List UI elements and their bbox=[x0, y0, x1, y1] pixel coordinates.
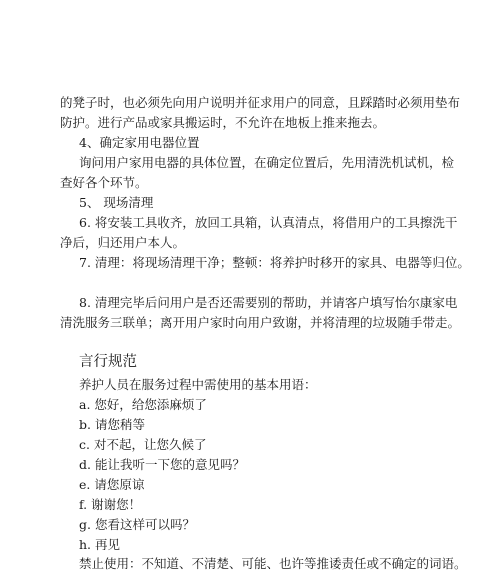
phrase-item: h. 再见 bbox=[79, 537, 120, 552]
step-5-title: 5、 现场清理 bbox=[79, 195, 154, 210]
paragraph-line: 清洗服务三联单；离开用户家时向用户致谢，并将清理的垃圾随手带走。 bbox=[60, 315, 461, 330]
paragraph-line: 6. 将安装工具收齐，放回工具箱，认真清点，将借用户的工具擦洗干 bbox=[79, 215, 458, 230]
phrase-item: e. 请您原谅 bbox=[79, 477, 145, 492]
phrase-item: a. 您好，给您添麻烦了 bbox=[79, 397, 207, 412]
step-4-title: 4、确定家用电器位置 bbox=[79, 135, 200, 150]
phrase-item: b. 请您稍等 bbox=[79, 417, 145, 432]
paragraph-line: 的凳子时，也必须先向用户说明并征求用户的同意，且踩踏时必须用垫布 bbox=[60, 95, 461, 110]
phrase-item: c. 对不起，让您久候了 bbox=[79, 437, 207, 452]
section-intro: 养护人员在服务过程中需使用的基本用语： bbox=[79, 377, 317, 392]
phrase-item: g. 您看这样可以吗？ bbox=[79, 517, 195, 532]
paragraph-line: 询问用户家用电器的具体位置，在确定位置后，先用清洗机试机，检 bbox=[79, 155, 455, 170]
paragraph-line: 7. 清理：将现场清理干净；整顿：将养护时移开的家具、电器等归位。 bbox=[79, 255, 470, 270]
forbidden-words-note: 禁止使用：不知道、不清楚、可能、也许等推诿责任或不确定的词语。 bbox=[79, 556, 467, 571]
paragraph-line: 8. 清理完毕后问用户是否还需要别的帮助，并请客户填写怡尔康家电 bbox=[79, 295, 458, 310]
paragraph-line: 防护。进行产品或家具搬运时，不允许在地板上推来拖去。 bbox=[60, 115, 386, 130]
paragraph-line: 净后，归还用户本人。 bbox=[60, 235, 186, 250]
phrase-item: d. 能让我听一下您的意见吗？ bbox=[79, 457, 245, 472]
paragraph-line: 查好各个环节。 bbox=[60, 175, 148, 190]
section-heading: 言行规范 bbox=[79, 354, 137, 370]
phrase-item: f. 谢谢您！ bbox=[79, 497, 142, 512]
